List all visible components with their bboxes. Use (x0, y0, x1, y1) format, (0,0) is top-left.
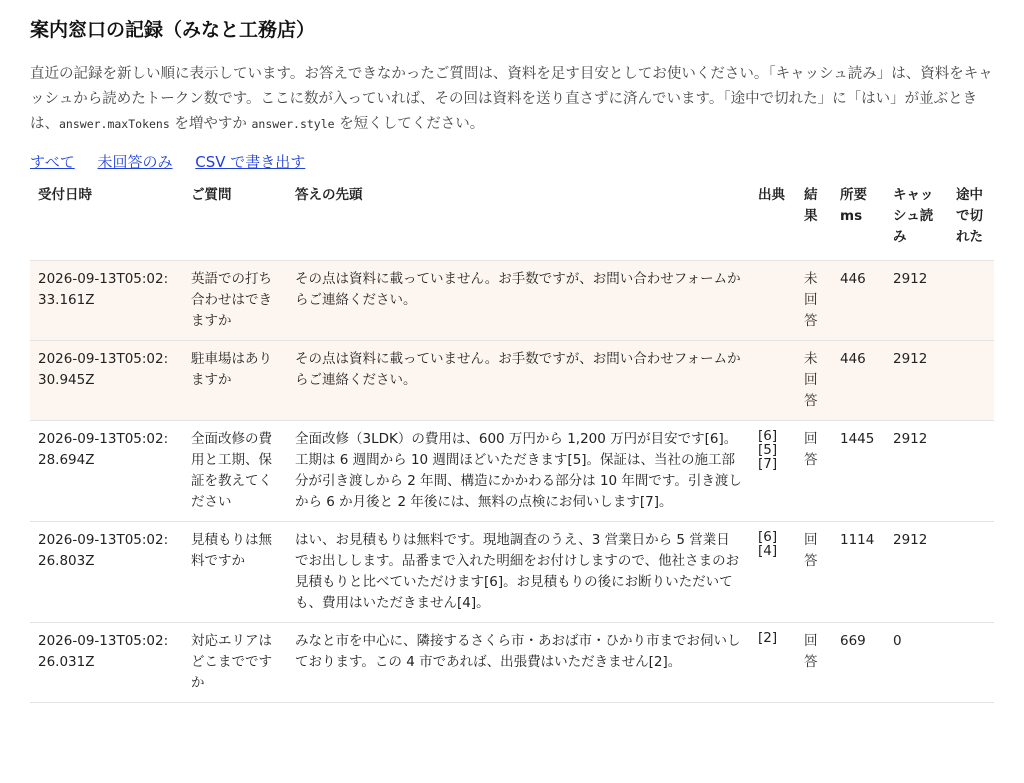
table-row (30, 623, 994, 703)
cell-cut (948, 261, 994, 341)
page-title: 案内窓口の記録（みなと工務店） (30, 19, 316, 41)
export-csv-link[interactable]: CSV で書き出す (195, 153, 306, 171)
intro-text-2: を増やすか (169, 116, 252, 132)
cell-result: 未回答 (796, 341, 832, 421)
cell-cache: 2912 (885, 421, 948, 522)
intro-text-1: 直近の記録を新しい順に表示しています。お答えできなかったご質問は、資料を足す目安としてお使いください。「キャッシュ読み」は、資料をキャッシュから読めたトークン数です。ここに数が入っていれば、その回は資料を送り直さずに済んでいます。「途中で切れた」に「はい」が並ぶときは、 (30, 66, 993, 132)
filter-unanswered-link[interactable]: 未回答のみ (97, 153, 173, 171)
header-ms: 所要 ms (832, 181, 885, 261)
cell-question: 駐車場はありますか (183, 341, 287, 421)
citation: [6] (758, 428, 778, 444)
table-row (30, 341, 994, 421)
cell-source (750, 261, 796, 341)
cell-result: 未回答 (796, 261, 832, 341)
citation: [5] (758, 442, 778, 458)
page-intro (30, 62, 994, 137)
cell-date: 2026-09-13T05:02:26.803Z (30, 522, 183, 623)
cell-cache: 2912 (885, 522, 948, 623)
cell-cut (948, 421, 994, 522)
cell-answer: はい、お見積もりは無料です。現地調査のうえ、3 営業日から 5 営業日でお出しします。品番まで入れた明細をお付けしますので、他社さまのお見積もりと比べていただけます[6]。お見積もりの後にお断りいただいても、費用はいただきません[4]。 (287, 522, 750, 623)
citation: [7] (758, 456, 778, 472)
table-header-row (30, 181, 994, 261)
cell-source (750, 522, 796, 623)
cell-question: 全面改修の費用と工期、保証を教えてください (183, 421, 287, 522)
cell-date: 2026-09-13T05:02:28.694Z (30, 421, 183, 522)
citation: [4] (758, 543, 778, 559)
cell-question: 英語での打ち合わせはできますか (183, 261, 287, 341)
cell-result: 回答 (796, 421, 832, 522)
cell-ms: 1445 (832, 421, 885, 522)
filter-links (30, 151, 994, 173)
config-key-max-tokens: answer.maxTokens (59, 117, 170, 131)
filter-all-link[interactable]: すべて (30, 153, 75, 171)
cell-question: 対応エリアはどこまでですか (183, 623, 287, 703)
config-key-style: answer.style (251, 117, 335, 131)
cell-cut (948, 522, 994, 623)
cell-cut (948, 341, 994, 421)
table-row (30, 421, 994, 522)
cell-cache: 2912 (885, 341, 948, 421)
cell-date: 2026-09-13T05:02:26.031Z (30, 623, 183, 703)
cell-question: 見積もりは無料ですか (183, 522, 287, 623)
cell-date: 2026-09-13T05:02:33.161Z (30, 261, 183, 341)
table-row (30, 522, 994, 623)
cell-result: 回答 (796, 522, 832, 623)
cell-answer: その点は資料に載っていません。お手数ですが、お問い合わせフォームからご連絡ください。 (287, 341, 750, 421)
cell-cache: 2912 (885, 261, 948, 341)
cell-answer: 全面改修（3LDK）の費用は、600 万円から 1,200 万円が目安です[6]。工期は 6 週間から 10 週間ほどいただきます[5]。保証は、当社の施工部分が引き渡しから 2 年間、構造にかかわる部分は 10 年間です。引き渡しから 6 か月後と 2 年後には、無料の点検にお伺いします[7]。 (287, 421, 750, 522)
citation: [2] (758, 630, 778, 646)
cell-source (750, 421, 796, 522)
table-row (30, 261, 994, 341)
cell-source (750, 623, 796, 703)
cell-answer: その点は資料に載っていません。お手数ですが、お問い合わせフォームからご連絡ください。 (287, 261, 750, 341)
cell-result: 回答 (796, 623, 832, 703)
cell-cache: 0 (885, 623, 948, 703)
header-source: 出典 (750, 181, 796, 261)
header-result: 結果 (796, 181, 832, 261)
cell-ms: 446 (832, 341, 885, 421)
header-cut: 途中で切れた (948, 181, 994, 261)
cell-date: 2026-09-13T05:02:30.945Z (30, 341, 183, 421)
log-table (30, 181, 994, 703)
citation: [6] (758, 529, 778, 545)
header-cache: キャッシュ読み (885, 181, 948, 261)
cell-cut (948, 623, 994, 703)
header-question: ご質問 (183, 181, 287, 261)
cell-ms: 669 (832, 623, 885, 703)
header-answer: 答えの先頭 (287, 181, 750, 261)
header-date: 受付日時 (30, 181, 183, 261)
cell-source (750, 341, 796, 421)
cell-ms: 1114 (832, 522, 885, 623)
intro-text-3: を短くしてください。 (334, 116, 485, 132)
cell-ms: 446 (832, 261, 885, 341)
cell-answer: みなと市を中心に、隣接するさくら市・あおば市・ひかり市までお伺いしております。この 4 市であれば、出張費はいただきません[2]。 (287, 623, 750, 703)
